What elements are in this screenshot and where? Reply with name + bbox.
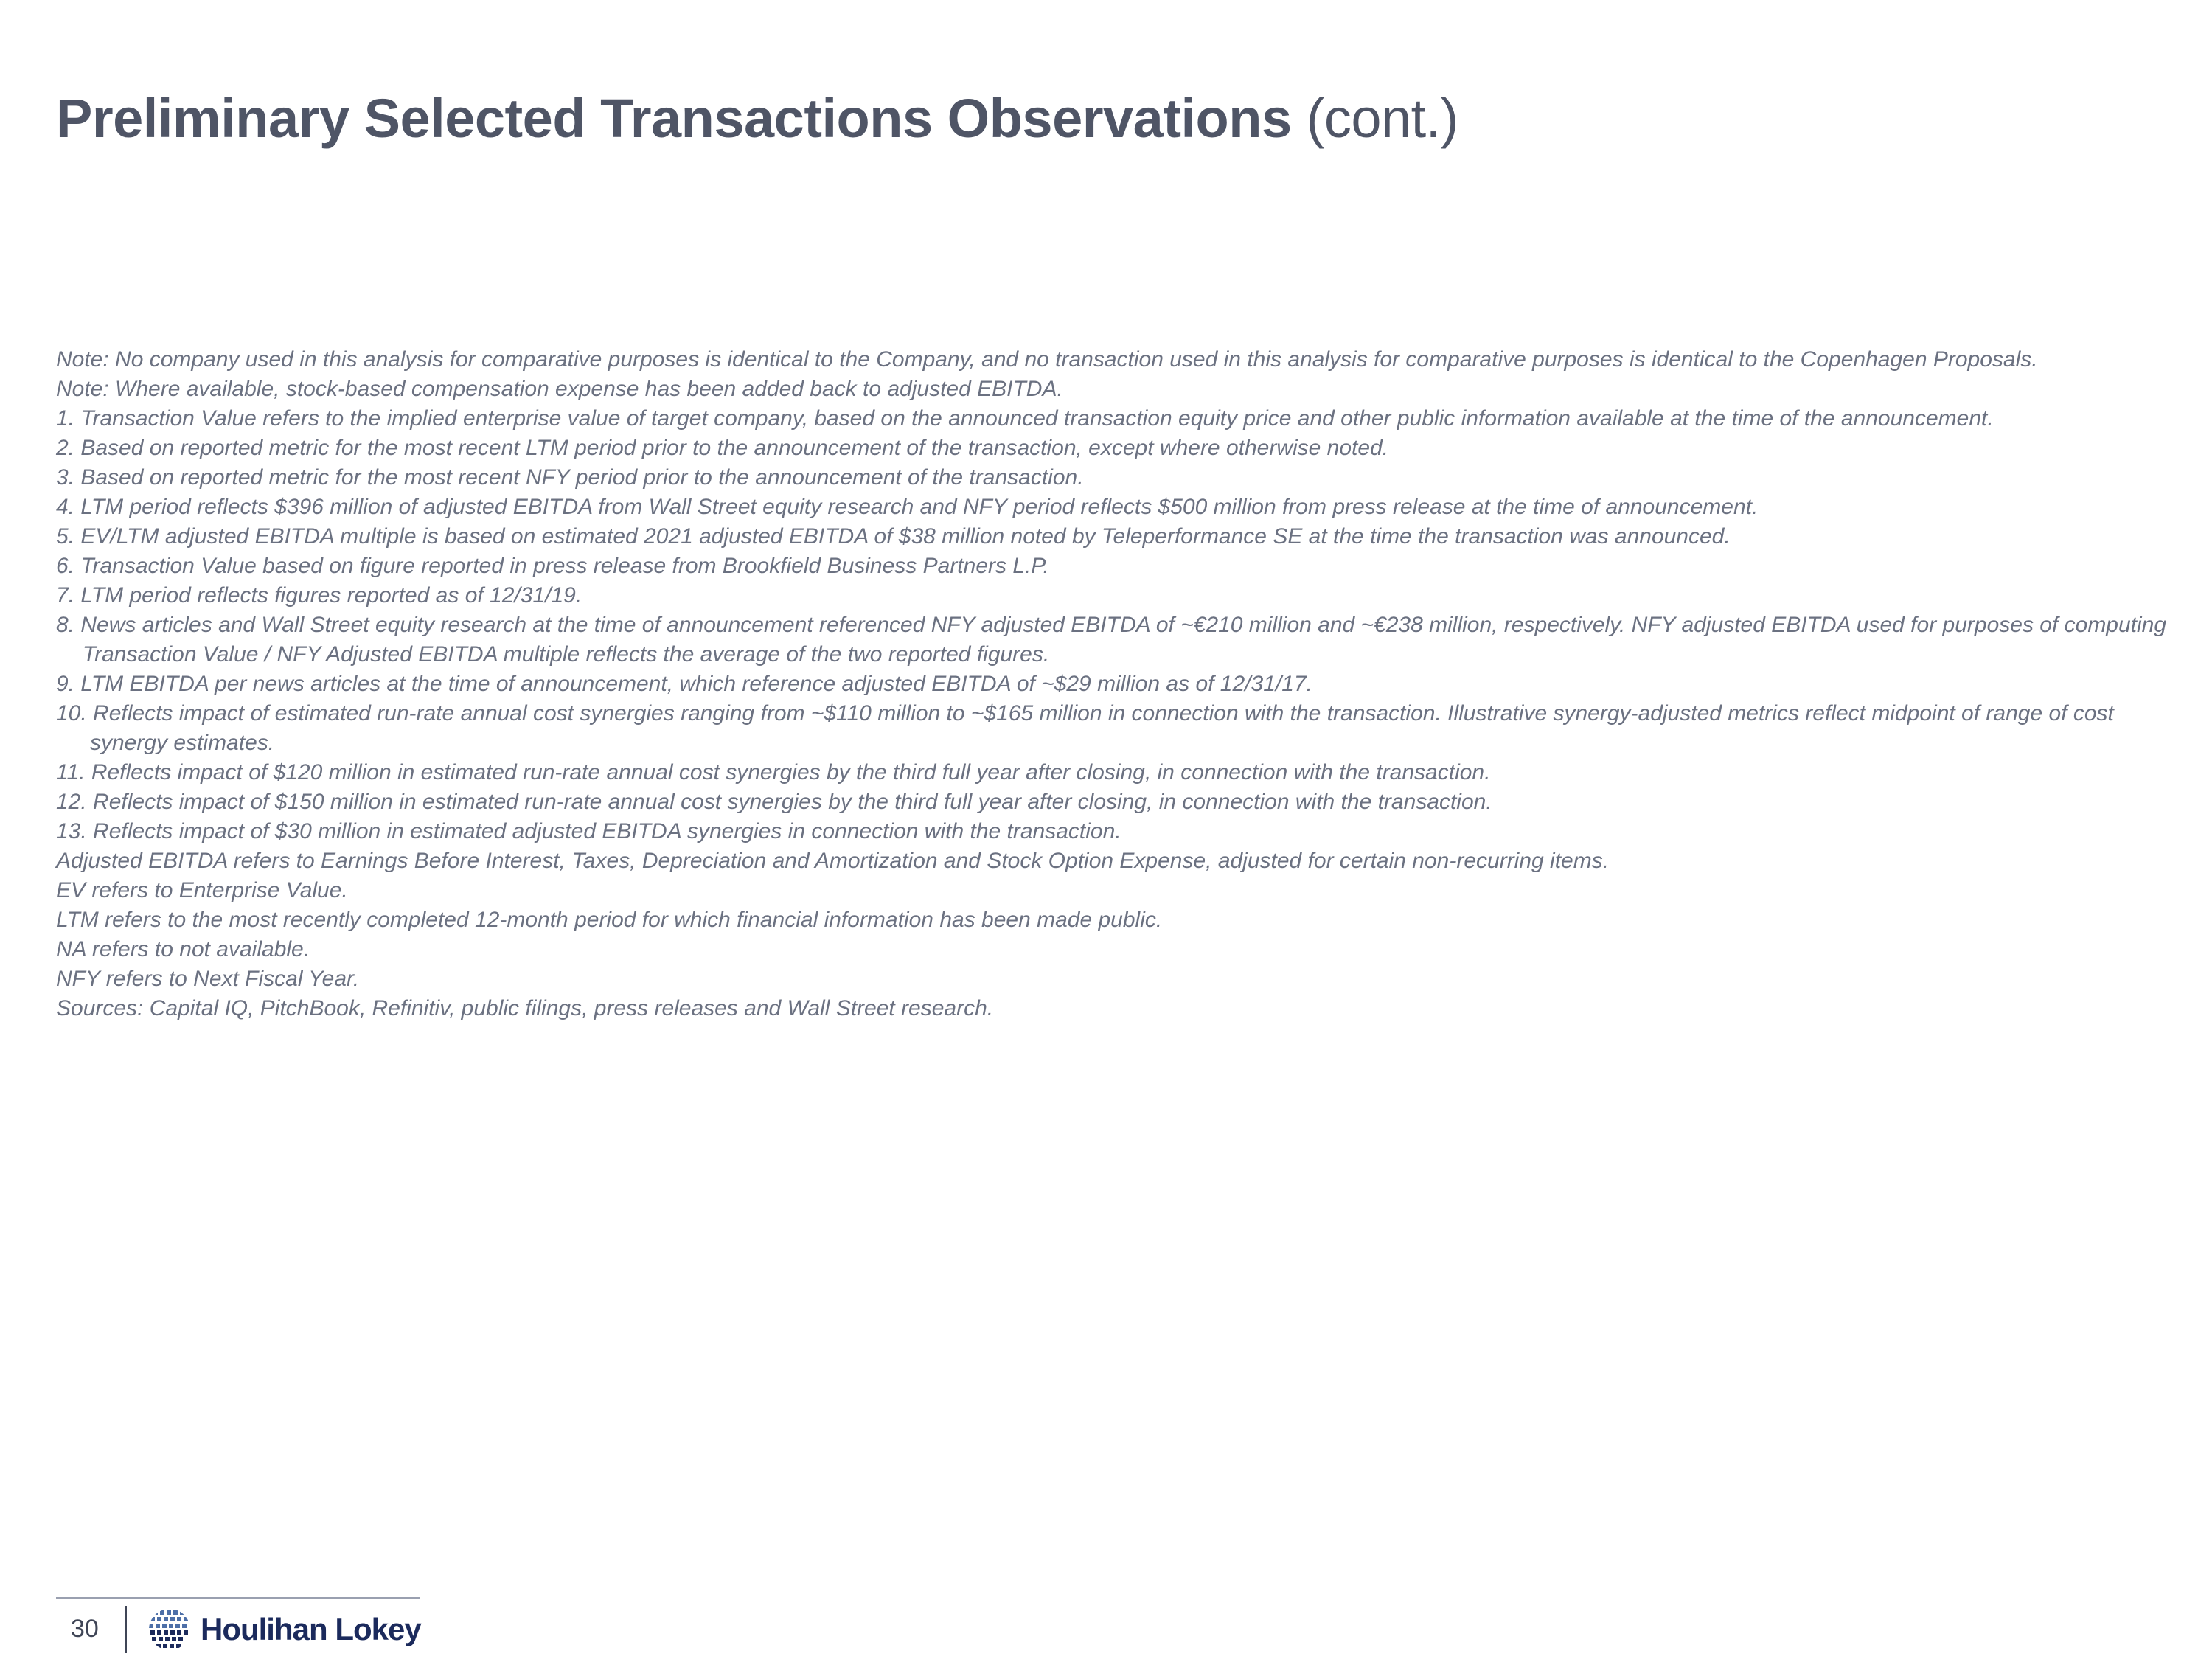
page-title xyxy=(56,87,1458,150)
footnote-4: 4. LTM period reflects $396 million of adjusted EBITDA from Wall Street equity research and NFY period reflects $500 million from press release at the time of announcement. xyxy=(56,495,1759,519)
sources: Sources: Capital IQ, PitchBook, Refinitiv, public filings, press releases and Wall Street research. xyxy=(56,996,994,1020)
notes-section xyxy=(56,345,2180,1023)
footnote-7: 7. LTM period reflects figures reported as of 12/31/19. xyxy=(56,583,582,608)
footnote-8: 8. News articles and Wall Street equity research at the time of announcement referenced NFY adjusted EBITDA of ~€210 million and ~€238 million, respectively. NFY adjusted EBITDA used for purposes of computing Transaction Value / NFY Adjusted EBITDA multiple reflects the average of the two reported figures. xyxy=(56,613,2167,667)
page-number: 30 xyxy=(71,1615,99,1643)
page-title-main: Preliminary Selected Transactions Observations xyxy=(56,88,1292,149)
note-stock-compensation: Note: Where available, stock-based compensation expense has been added back to adjusted EBITDA. xyxy=(56,377,1063,401)
definition-ltm: LTM refers to the most recently completed 12-month period for which financial information has been made public. xyxy=(56,908,1163,932)
definition-adjusted-ebitda: Adjusted EBITDA refers to Earnings Before Interest, Taxes, Depreciation and Amortization and Stock Option Expense, adjusted for certain non-recurring items. xyxy=(56,849,1610,873)
footnote-2: 2. Based on reported metric for the most recent LTM period prior to the announcement of the transaction, except where otherwise noted. xyxy=(56,436,1389,460)
definition-na: NA refers to not available. xyxy=(56,937,310,961)
definition-nfy: NFY refers to Next Fiscal Year. xyxy=(56,967,360,991)
page-title-suffix: (cont.) xyxy=(1306,88,1458,149)
logo-text: Houlihan Lokey xyxy=(201,1612,421,1646)
footnote-1: 1. Transaction Value refers to the implied enterprise value of target company, based on the announced transaction equity price and other public information available at the time of the announcement. xyxy=(56,406,1994,431)
footnote-5: 5. EV/LTM adjusted EBITDA multiple is based on estimated 2021 adjusted EBITDA of $38 million noted by Teleperformance SE at the time the transaction was announced. xyxy=(56,524,1731,549)
footnote-13: 13. Reflects impact of $30 million in estimated adjusted EBITDA synergies in connection with the transaction. xyxy=(56,819,1121,844)
footnote-10: 10. Reflects impact of estimated run-rate annual cost synergies ranging from ~$110 million to ~$165 million in connection with the transaction. Illustrative synergy-adjusted metrics reflect midpoint of range of cost synergy estimates. xyxy=(56,701,2114,755)
footnote-11: 11. Reflects impact of $120 million in estimated run-rate annual cost synergies by the third full year after closing, in connection with the transaction. xyxy=(56,760,1491,785)
company-logo xyxy=(147,1607,421,1652)
footnote-9: 9. LTM EBITDA per news articles at the time of announcement, which reference adjusted EBITDA of ~$29 million as of 12/31/17. xyxy=(56,672,1312,696)
footnote-12: 12. Reflects impact of $150 million in estimated run-rate annual cost synergies by the third full year after closing, in connection with the transaction. xyxy=(56,790,1492,814)
definition-ev: EV refers to Enterprise Value. xyxy=(56,878,348,902)
globe-icon xyxy=(147,1607,192,1652)
footnote-3: 3. Based on reported metric for the most recent NFY period prior to the announcement of the transaction. xyxy=(56,465,1084,490)
footnote-6: 6. Transaction Value based on figure reported in press release from Brookfield Business Partners L.P. xyxy=(56,554,1049,578)
note-comparability: Note: No company used in this analysis for comparative purposes is identical to the Company, and no transaction used in this analysis for comparative purposes is identical to the Copenhagen Proposals. xyxy=(56,347,2038,372)
footer-rule xyxy=(56,1597,420,1599)
footer-divider xyxy=(125,1606,127,1653)
